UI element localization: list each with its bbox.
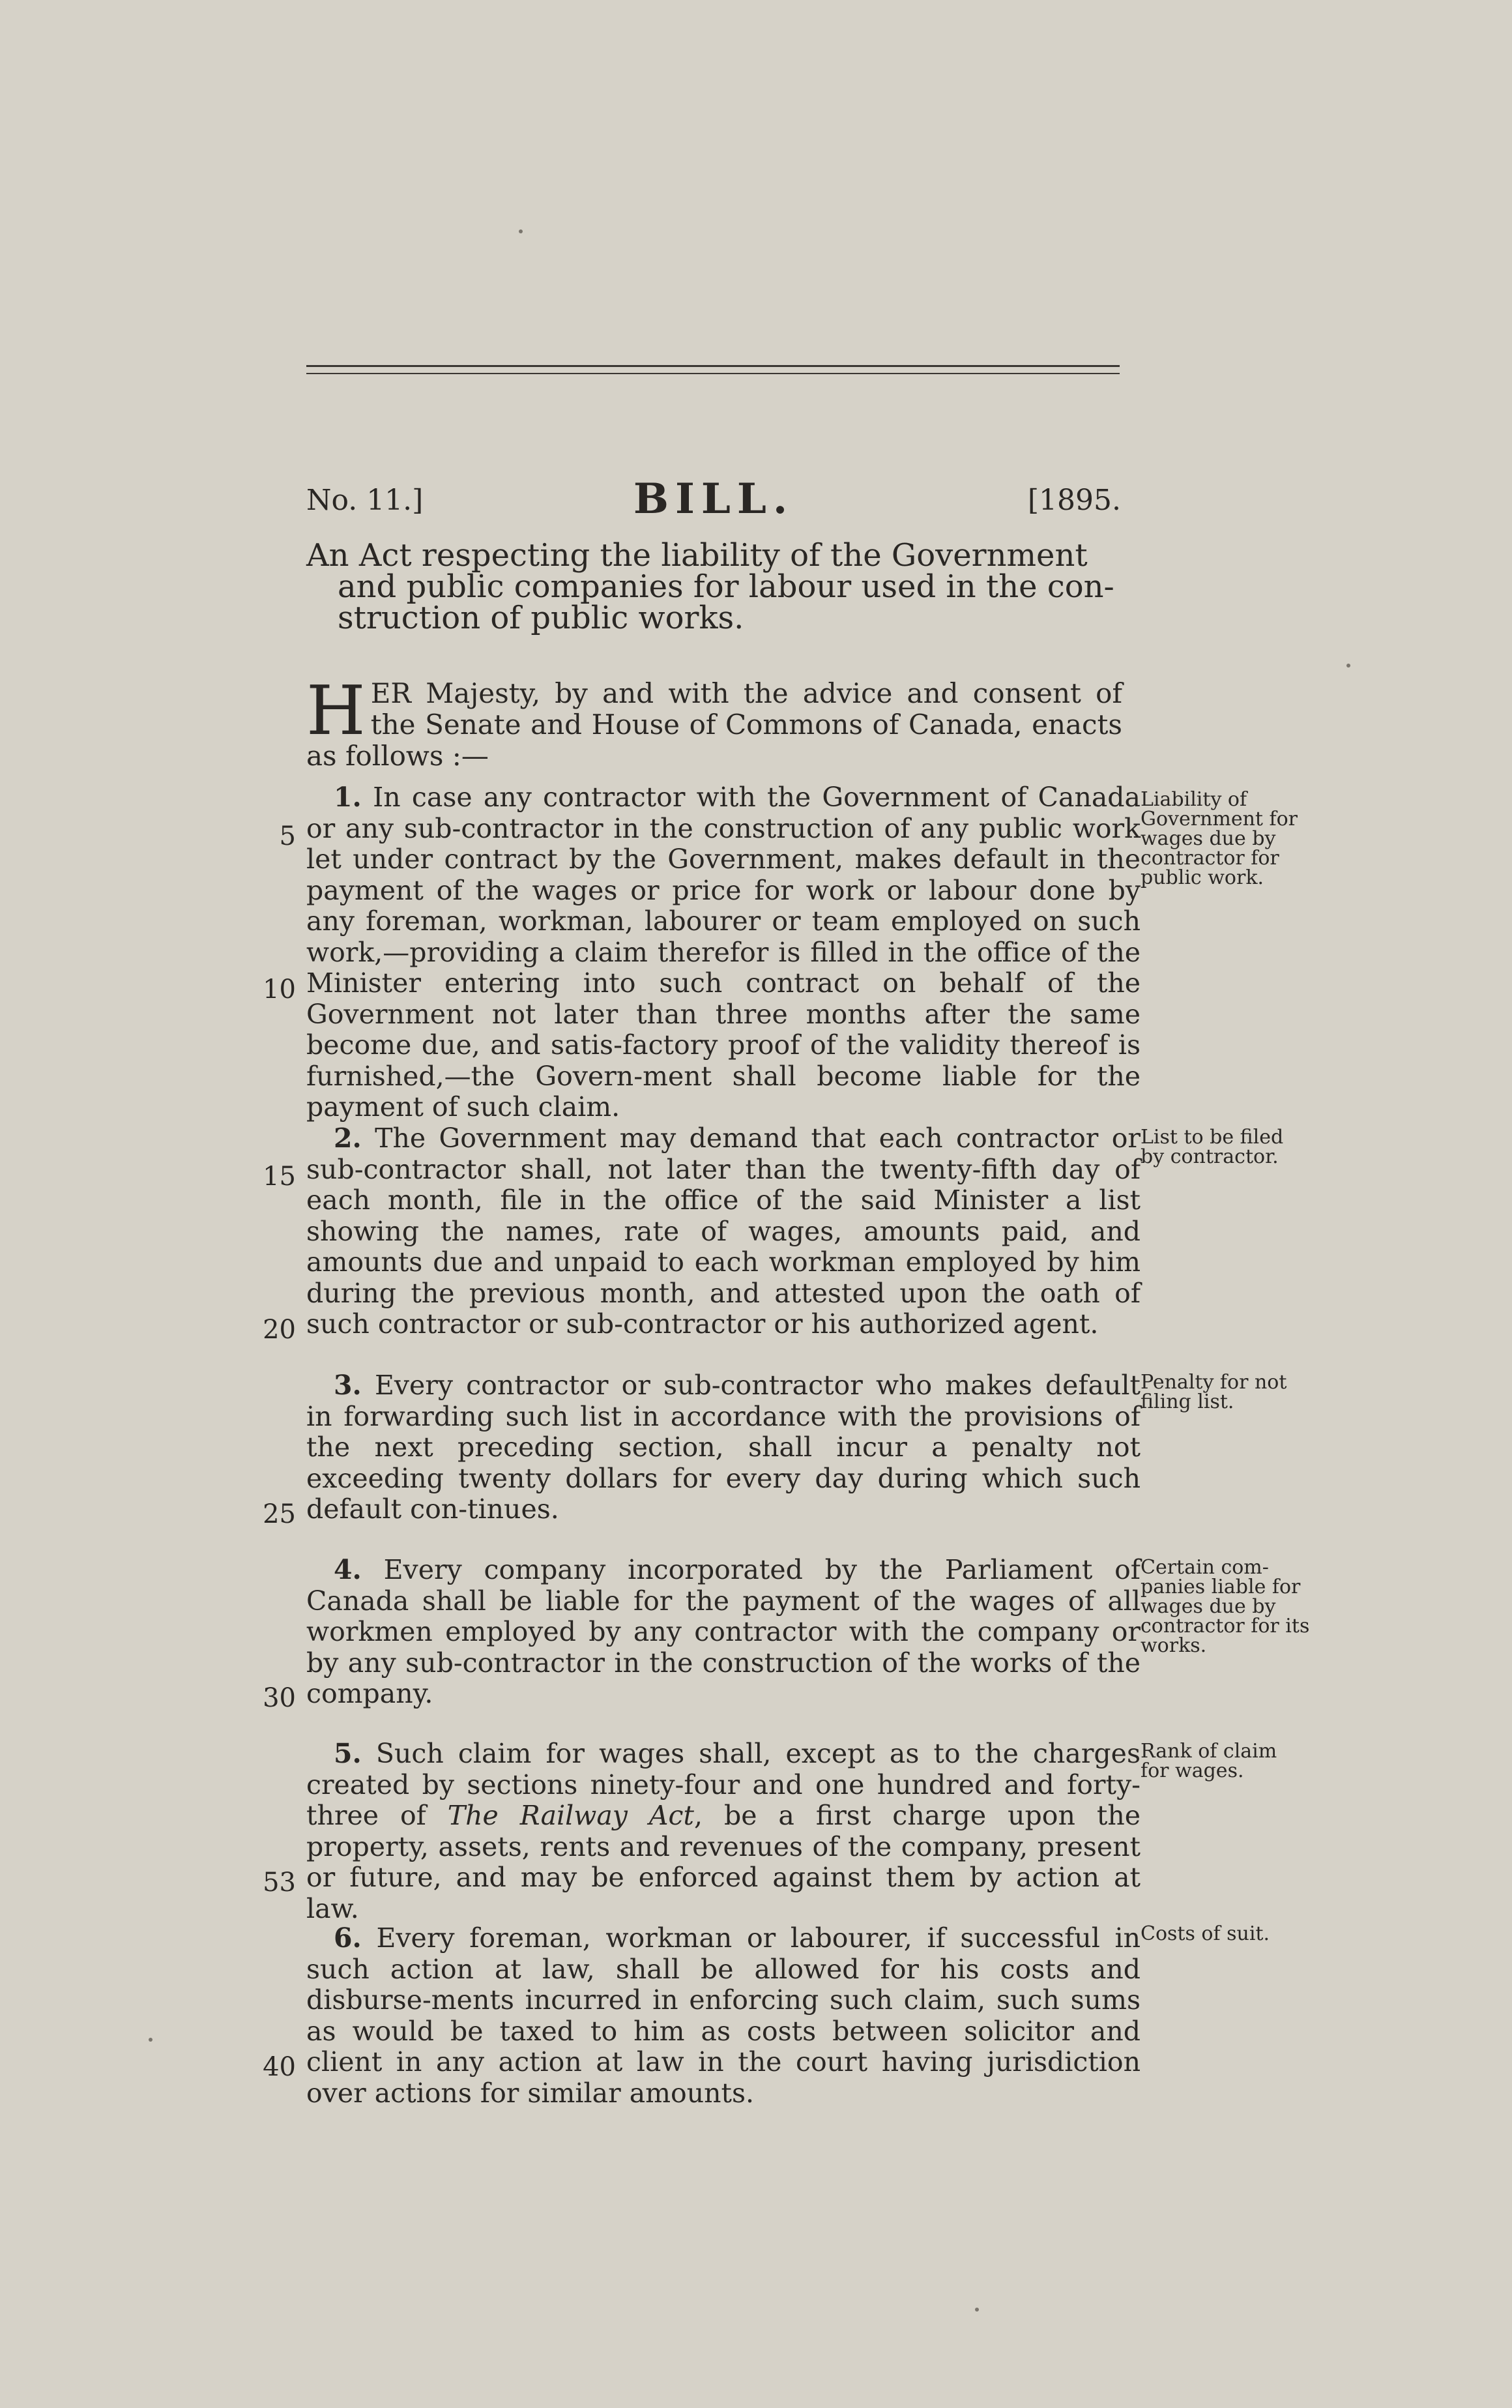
line-number: 15 xyxy=(263,1162,296,1192)
bill-number: No. 11.] xyxy=(306,484,424,517)
drop-cap: H xyxy=(306,671,366,750)
line-number: 25 xyxy=(263,1499,296,1529)
section-text: In case any contractor with the Government of Canada or any sub-contractor in the construction of any public work let under contract by the Government, makes default in the payment of the wages or price for work or labour done by any foreman, workman, labourer or team employed on such work,—providing a claim therefor is filled in the office of the Minister entering into such contract on behalf of the Government not later than three months after the same become due, and satis-factory proof of the validity thereof is furnished,—the Govern-ment shall become liable for the payment of such claim. xyxy=(306,782,1141,1123)
paper-speck xyxy=(149,2038,153,2042)
act-title: The Railway Act xyxy=(447,1800,694,1831)
section-number: 5. xyxy=(334,1738,362,1769)
marginal-note: List to be filed by contractor. xyxy=(1141,1126,1284,1168)
section-text: The Government may demand that each contractor or sub-contractor shall, not later than the twenty-fifth day of each month, file in the office of the said Minister a list showing the names, rate of wages, amounts paid, and amounts due and unpaid to each workman employed by him during the previous month, and attested upon the oath of such contractor or sub-contractor or his authorized agent. xyxy=(306,1123,1141,1340)
bill-title: BILL. xyxy=(633,475,794,523)
section-number: 1. xyxy=(334,782,362,813)
section-4 xyxy=(306,1555,1141,1710)
section-number: 4. xyxy=(334,1554,362,1585)
section-2 xyxy=(306,1123,1141,1340)
long-title-line: struction of public works. xyxy=(338,600,744,636)
section-5 xyxy=(306,1739,1141,1924)
paper-speck xyxy=(975,2308,979,2312)
bill-header xyxy=(306,475,1121,533)
long-title-line: An Act respecting the liability of the Government xyxy=(306,537,1088,574)
section-text: Every contractor or sub-contractor who makes default in forwarding such list in accordance with the provisions of the next preceding section, shall incur a penalty not exceeding twenty dollars for every day during which such default con-tinues. xyxy=(306,1370,1141,1525)
line-number: 30 xyxy=(263,1683,296,1713)
section-text: Every company incorporated by the Parliament of Canada shall be liable for the payment of the wages of all workmen employed by any contractor with the company or by any sub-contractor in the construction of the works of the company. xyxy=(306,1554,1141,1709)
section-3 xyxy=(306,1370,1141,1525)
section-number: 6. xyxy=(334,1922,362,1954)
section-6 xyxy=(306,1923,1141,2109)
section-text: Such claim for wages shall, except as to the charges created by sections ninety-four and one hundred and forty-three of xyxy=(306,1738,1141,1831)
section-text: , be a first charge upon the property, assets, rents and revenues of the company, present or future, and may be enforced against them by action at law. xyxy=(306,1800,1141,1924)
top-rule-thin xyxy=(306,373,1120,374)
enacting-clause xyxy=(306,671,1122,772)
line-number: 10 xyxy=(263,975,296,1005)
marginal-note: Rank of claim for wages. xyxy=(1141,1740,1277,1782)
bill-year: [1895. xyxy=(1027,484,1121,517)
marginal-note: Costs of suit. xyxy=(1141,1922,1270,1945)
section-1 xyxy=(306,782,1141,1123)
section-text: Every foreman, workman or labourer, if successful in such action at law, shall be allowed for his costs and disburse-ments incurred in enforcing such claim, such sums as would be taxed to him as costs between solicitor and client in any action at law in the court having jurisdiction over actions for similar amounts. xyxy=(306,1922,1141,2109)
paper-speck xyxy=(519,229,523,233)
line-number: 53 xyxy=(263,1868,296,1898)
line-number: 5 xyxy=(279,821,296,851)
long-title-line: and public companies for labour used in the con- xyxy=(338,568,1114,605)
marginal-note: Liability of Government for wages due by contractor for public work. xyxy=(1141,788,1298,889)
line-number: 20 xyxy=(263,1315,296,1345)
section-number: 3. xyxy=(334,1370,362,1401)
paper-speck xyxy=(1346,664,1350,668)
line-number: 40 xyxy=(263,2052,296,2082)
marginal-note: Penalty for not filing list. xyxy=(1141,1371,1287,1413)
marginal-note: Certain com-panies liable for wages due by contractor for its works. xyxy=(1141,1556,1310,1657)
section-number: 2. xyxy=(334,1123,362,1154)
long-title xyxy=(306,537,1122,636)
top-rule xyxy=(306,365,1120,367)
enacting-text: ER Majesty, by and with the advice and consent of the Senate and House of Commons of Canada, enacts as follows :— xyxy=(306,677,1122,772)
